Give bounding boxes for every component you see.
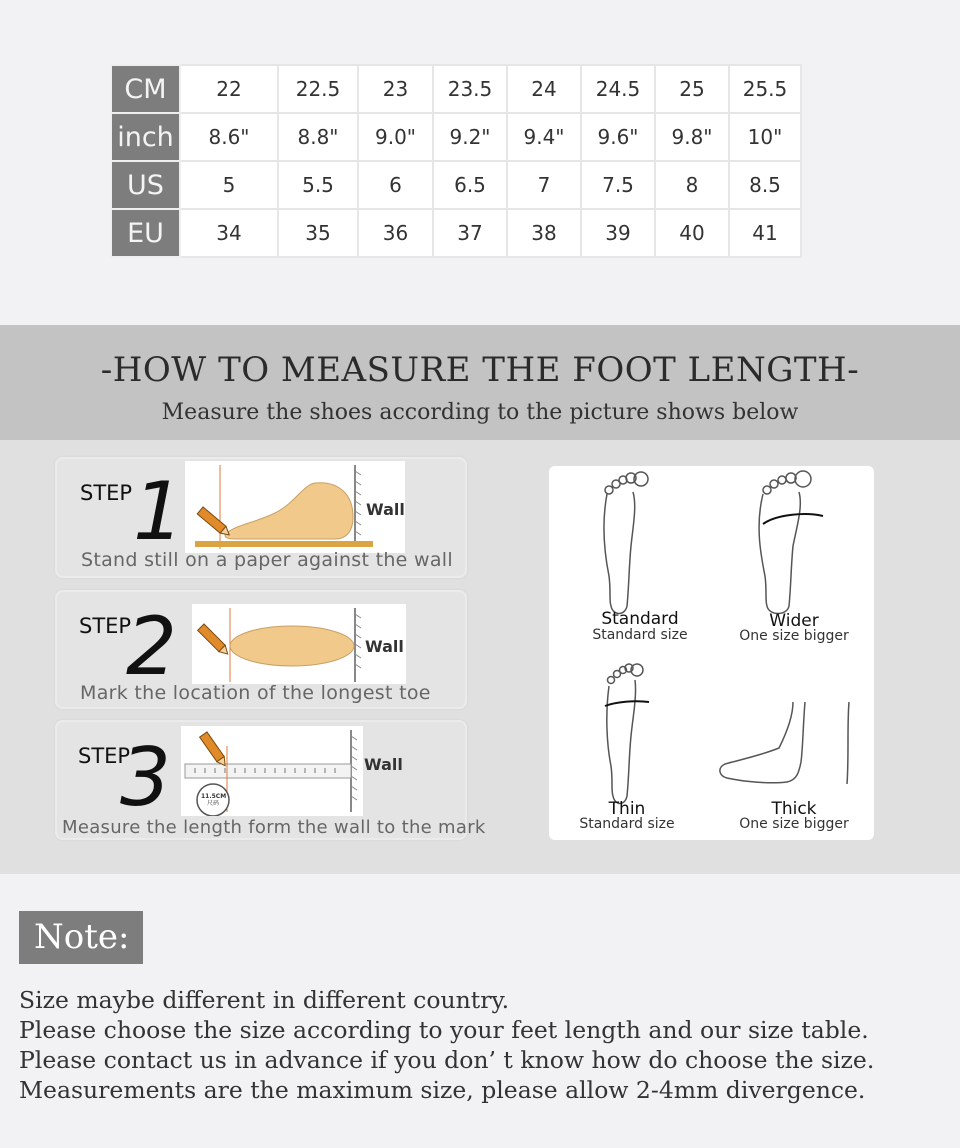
size-cell: 9.0" bbox=[358, 113, 433, 161]
size-cell: 38 bbox=[507, 209, 581, 257]
size-cell: 24.5 bbox=[581, 65, 655, 113]
step-number: 2 bbox=[126, 600, 177, 693]
row-header: US bbox=[111, 161, 180, 209]
size-cell: 8.5 bbox=[729, 161, 801, 209]
size-cell: 6 bbox=[358, 161, 433, 209]
size-cell: 10" bbox=[729, 113, 801, 161]
foot-type-name: Wider bbox=[769, 611, 819, 631]
size-cell: 9.2" bbox=[433, 113, 507, 161]
size-row-cm bbox=[111, 65, 801, 113]
note-line: Size maybe different in different country. bbox=[19, 986, 510, 1014]
measure-badge-subtext: 尺码 bbox=[206, 800, 219, 807]
measure-title: -HOW TO MEASURE THE FOOT LENGTH- bbox=[100, 350, 860, 390]
foot-type-desc: One size bigger bbox=[739, 816, 849, 832]
measure-subtitle: Measure the shoes according to the picture shows below bbox=[161, 400, 799, 425]
step-word: STEP bbox=[79, 614, 132, 638]
note-line: Measurements are the maximum size, please allow 2-4mm divergence. bbox=[19, 1076, 866, 1104]
size-cell: 36 bbox=[358, 209, 433, 257]
step-number: 3 bbox=[120, 731, 171, 824]
step-caption: Stand still on a paper against the wall bbox=[81, 549, 453, 571]
wall-label: Wall bbox=[366, 500, 405, 519]
foot-type-name: Thin bbox=[608, 799, 646, 819]
size-cell: 41 bbox=[729, 209, 801, 257]
note-line: Please choose the size according to your feet length and our size table. bbox=[19, 1016, 869, 1044]
step-word: STEP bbox=[80, 481, 133, 505]
size-cell: 9.8" bbox=[655, 113, 729, 161]
size-cell: 34 bbox=[180, 209, 278, 257]
step-caption: Measure the length form the wall to the mark bbox=[62, 817, 486, 838]
row-header: CM bbox=[111, 65, 180, 113]
size-cell: 40 bbox=[655, 209, 729, 257]
size-cell: 8.8" bbox=[278, 113, 358, 161]
size-cell: 9.6" bbox=[581, 113, 655, 161]
size-cell: 22 bbox=[180, 65, 278, 113]
foot-type-name: Thick bbox=[771, 799, 817, 819]
row-header: inch bbox=[111, 113, 180, 161]
size-cell: 24 bbox=[507, 65, 581, 113]
size-cell: 8.6" bbox=[180, 113, 278, 161]
foot-type-name: Standard bbox=[601, 609, 679, 629]
note-line: Please contact us in advance if you don’ t know how do choose the size. bbox=[19, 1046, 875, 1074]
wall-label: Wall bbox=[365, 637, 404, 656]
step-caption: Mark the location of the longest toe bbox=[80, 682, 431, 704]
size-cell: 23.5 bbox=[433, 65, 507, 113]
foot-type-desc: Standard size bbox=[592, 627, 688, 643]
size-cell: 39 bbox=[581, 209, 655, 257]
size-table bbox=[110, 64, 802, 258]
foot-type-desc: Standard size bbox=[579, 816, 675, 832]
foot-outlines bbox=[549, 466, 874, 840]
foot-types-panel bbox=[549, 466, 874, 840]
size-cell: 22.5 bbox=[278, 65, 358, 113]
step-number: 1 bbox=[133, 465, 184, 558]
size-cell: 5 bbox=[180, 161, 278, 209]
size-cell: 5.5 bbox=[278, 161, 358, 209]
step-word: STEP bbox=[78, 744, 131, 768]
size-cell: 25.5 bbox=[729, 65, 801, 113]
foot-type-desc: One size bigger bbox=[739, 628, 849, 644]
size-row-us bbox=[111, 161, 801, 209]
wall-label: Wall bbox=[364, 755, 403, 774]
size-cell: 8 bbox=[655, 161, 729, 209]
size-cell: 25 bbox=[655, 65, 729, 113]
size-cell: 35 bbox=[278, 209, 358, 257]
size-cell: 6.5 bbox=[433, 161, 507, 209]
size-cell: 23 bbox=[358, 65, 433, 113]
step-2-illustration bbox=[192, 604, 406, 684]
measure-badge-text: 11.5CM bbox=[201, 793, 227, 800]
size-cell: 7 bbox=[507, 161, 581, 209]
note-text bbox=[19, 985, 874, 1105]
row-header: EU bbox=[111, 209, 180, 257]
size-cell: 37 bbox=[433, 209, 507, 257]
size-row-eu bbox=[111, 209, 801, 257]
step-3-illustration bbox=[181, 726, 403, 816]
size-cell: 7.5 bbox=[581, 161, 655, 209]
note-heading: Note: bbox=[19, 911, 143, 964]
size-cell: 9.4" bbox=[507, 113, 581, 161]
step-1-illustration bbox=[185, 461, 405, 553]
size-row-inch bbox=[111, 113, 801, 161]
